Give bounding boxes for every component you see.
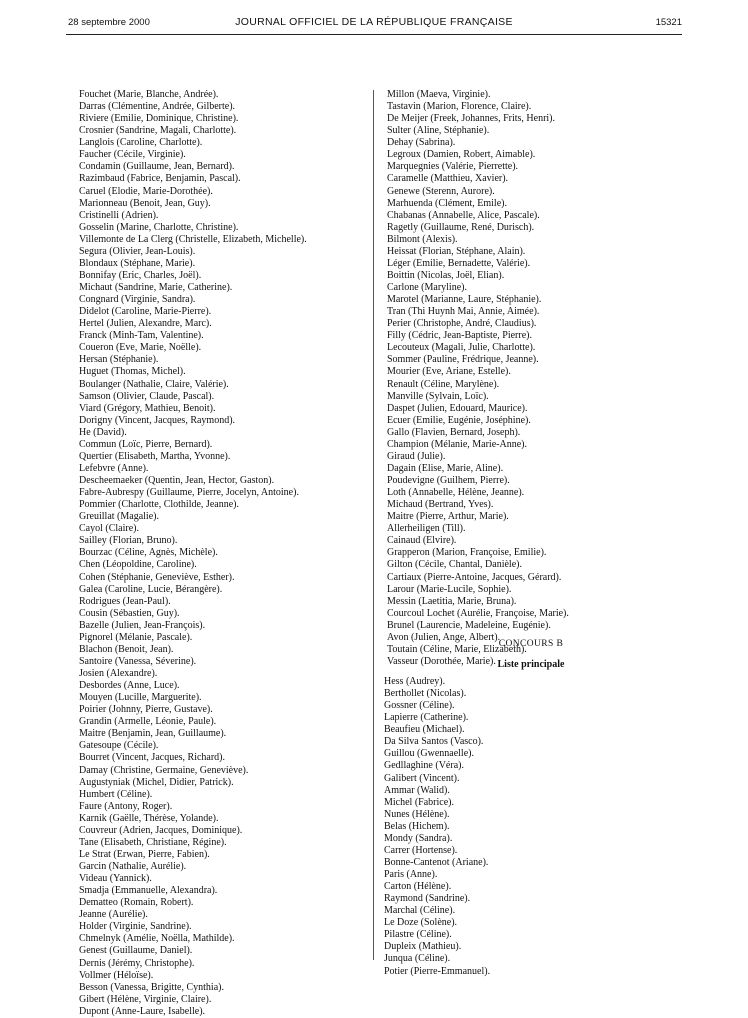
- name-entry: Desbordes (Anne, Luce).: [79, 680, 180, 692]
- name-entry: Didelot (Caroline, Marie-Pierre).: [79, 306, 212, 318]
- name-entry: Cayol (Claire).: [79, 523, 139, 535]
- name-entry: Dernis (Jérémy, Christophe).: [79, 957, 195, 969]
- name-entry: Millon (Maeva, Virginie).: [387, 89, 491, 100]
- journal-title: JOURNAL OFFICIEL DE LA RÉPUBLIQUE FRANÇAISE: [235, 16, 513, 28]
- name-entry: Fabre-Aubrespy (Guillaume, Pierre, Jocelyn, Antoine).: [79, 487, 299, 499]
- name-entry: Le Doze (Solène).: [384, 917, 458, 929]
- name-entry: Poirier (Johnny, Pierre, Gustave).: [79, 704, 213, 716]
- name-entry: Samson (Olivier, Claude, Pascal).: [79, 390, 215, 402]
- name-entry: Lecouteux (Magali, Julie, Charlotte).: [387, 342, 536, 354]
- name-entry: Gosselin (Marine, Charlotte, Christine).: [79, 221, 239, 233]
- name-entry: Riviere (Emilie, Dominique, Christine).: [79, 113, 239, 125]
- name-entry: Chen (Léopoldine, Caroline).: [79, 559, 197, 571]
- name-entry: Raymond (Sandrine).: [384, 893, 471, 905]
- name-entry: Gossner (Céline).: [384, 700, 455, 712]
- name-entry: Le Strat (Erwan, Pierre, Fabien).: [79, 848, 210, 860]
- name-entry: Caramelle (Matthieu, Xavier).: [387, 173, 509, 185]
- name-entry: Marionneau (Benoit, Jean, Guy).: [79, 197, 211, 209]
- name-entry: Brunel (Laurencie, Madeleine, Eugénie).: [387, 619, 551, 631]
- name-entry: Galea (Caroline, Lucie, Bérangère).: [79, 583, 223, 595]
- name-entry: Blondaux (Stéphane, Marie).: [79, 257, 196, 269]
- name-entry: Sommer (Pauline, Frédrique, Jeanne).: [387, 354, 539, 366]
- name-entry: Larour (Marie-Lucile, Sophie).: [387, 583, 512, 595]
- name-entry: Marotel (Marianne, Laure, Stéphanie).: [387, 294, 542, 306]
- name-entry: Dematteo (Romain, Robert).: [79, 897, 194, 909]
- name-entry: Cousin (Sébastien, Guy).: [79, 607, 180, 619]
- name-entry: Guillou (Gwennaelle).: [384, 748, 474, 760]
- name-entry: Vasseur (Dorothée, Marie).: [387, 655, 496, 667]
- name-entry: Descheemaeker (Quentin, Jean, Hector, Gaston).: [79, 475, 275, 486]
- name-entry: Renault (Céline, Marylène).: [387, 378, 500, 390]
- name-entry: Marquegnies (Valérie, Pierrette).: [387, 161, 519, 173]
- name-entry: Marhuenda (Clément, Emile).: [387, 197, 507, 209]
- left-column-name-list: [79, 89, 307, 1018]
- name-entry: Faure (Antony, Roger).: [79, 800, 173, 812]
- name-entry: Mondy (Sandra).: [384, 832, 453, 844]
- name-entry: Tastavin (Marion, Florence, Claire).: [387, 101, 532, 113]
- name-entry: Blachon (Benoit, Jean).: [79, 643, 174, 655]
- name-entry: Michel (Fabrice).: [384, 796, 454, 808]
- name-entry: Lefebvre (Anne).: [79, 462, 149, 474]
- name-entry: Marchal (Céline).: [384, 905, 456, 917]
- column-divider: [373, 90, 374, 960]
- name-entry: Crosnier (Sandrine, Magali, Charlotte).: [79, 125, 237, 137]
- page-header: [0, 0, 748, 40]
- name-entry: Ecuer (Emilie, Eugénie, Joséphine).: [387, 414, 531, 426]
- name-entry: Damay (Christine, Germaine, Geneviève).: [79, 764, 249, 776]
- name-entry: Caruel (Elodie, Marie-Dorothée).: [79, 185, 213, 197]
- name-entry: Condamin (Guillaume, Jean, Bernard).: [79, 161, 235, 173]
- name-entry: Maitre (Pierre, Arthur, Marie).: [387, 511, 509, 523]
- name-entry: Langlois (Caroline, Charlotte).: [79, 137, 203, 149]
- liste-principale-heading: Liste principale: [497, 659, 565, 670]
- name-entry: Smadja (Emmanuelle, Alexandra).: [79, 885, 218, 897]
- name-entry: Bourzac (Céline, Agnès, Michèle).: [79, 547, 218, 559]
- name-entry: Bilmont (Alexis).: [387, 233, 458, 245]
- name-entry: Manville (Sylvain, Loïc).: [387, 390, 489, 402]
- name-entry: Mourier (Eve, Ariane, Estelle).: [387, 366, 511, 378]
- name-entry: Greuillat (Magalie).: [79, 511, 159, 523]
- name-entry: Santoire (Vanessa, Séverine).: [79, 655, 197, 667]
- name-entry: Galibert (Vincent).: [384, 772, 460, 784]
- page-number: 15321: [655, 17, 682, 28]
- name-entry: Mouyen (Lucille, Marguerite).: [79, 692, 202, 704]
- name-entry: Dagain (Elise, Marie, Aline).: [387, 462, 504, 474]
- name-entry: Commun (Loïc, Pierre, Bernard).: [79, 438, 213, 450]
- name-entry: Dorigny (Vincent, Jacques, Raymond).: [79, 414, 236, 426]
- name-entry: Gatesoupe (Cécile).: [79, 740, 159, 752]
- liste-principale-name-list: [384, 676, 490, 978]
- name-entry: Chabanas (Annabelle, Alice, Pascale).: [387, 209, 540, 221]
- name-entry: Carrer (Hortense).: [384, 844, 458, 856]
- name-entry: Genewe (Sterenn, Aurore).: [387, 185, 495, 197]
- name-entry: Fouchet (Marie, Blanche, Andrée).: [79, 89, 219, 100]
- name-entry: Paris (Anne).: [384, 869, 438, 880]
- name-entry: Jeanne (Aurélie).: [79, 909, 148, 921]
- name-entry: Josien (Alexandre).: [79, 668, 158, 679]
- name-entry: Courcoul Lochet (Aurélie, Françoise, Marie).: [387, 607, 569, 619]
- name-entry: Gallo (Flavien, Bernard, Joseph).: [387, 426, 521, 438]
- name-entry: Karnik (Gaëlle, Thérèse, Yolande).: [79, 812, 219, 824]
- name-entry: Videau (Yannick).: [79, 873, 152, 885]
- name-entry: Humbert (Céline).: [79, 788, 153, 800]
- name-entry: Quertier (Elisabeth, Martha, Yvonne).: [79, 450, 231, 462]
- header-date: 28 septembre 2000: [68, 17, 150, 28]
- name-entry: Michaud (Bertrand, Yves).: [387, 499, 494, 511]
- name-entry: Léger (Emilie, Bernadette, Valérie).: [387, 257, 531, 269]
- name-entry: Pignorel (Mélanie, Pascale).: [79, 631, 193, 643]
- name-entry: Daspet (Julien, Edouard, Maurice).: [387, 402, 528, 414]
- name-entry: Genest (Guillaume, Daniel).: [79, 945, 193, 957]
- name-entry: Allerheiligen (Till).: [387, 523, 466, 535]
- name-entry: Vollmer (Héloïse).: [79, 969, 154, 981]
- name-entry: Razimbaud (Fabrice, Benjamin, Pascal).: [79, 173, 241, 185]
- name-entry: Coueron (Eve, Marie, Noëlle).: [79, 342, 202, 354]
- name-entry: Segura (Olivier, Jean-Louis).: [79, 245, 196, 257]
- name-entry: Carlone (Maryline).: [387, 282, 467, 293]
- name-entry: Grapperon (Marion, Françoise, Emilie).: [387, 547, 547, 559]
- name-entry: Potier (Pierre-Emmanuel).: [384, 965, 491, 977]
- name-entry: Giraud (Julie).: [387, 450, 446, 462]
- name-entry: Bazelle (Julien, Jean-François).: [79, 619, 206, 631]
- name-entry: Holder (Virginie, Sandrine).: [79, 921, 192, 933]
- name-entry: Nunes (Hélène).: [384, 808, 450, 820]
- name-entry: Gedllaghine (Véra).: [384, 760, 464, 772]
- name-entry: Berthollet (Nicolas).: [384, 688, 467, 700]
- name-entry: Hertel (Julien, Alexandre, Marc).: [79, 318, 212, 330]
- name-entry: Dehay (Sabrina).: [387, 137, 456, 149]
- name-entry: Tane (Elisabeth, Christiane, Régine).: [79, 836, 227, 848]
- name-entry: Grandin (Armelle, Léonie, Paule).: [79, 716, 217, 728]
- concours-b-heading: CONCOURS B: [498, 639, 564, 649]
- name-entry: Dupont (Anne-Laure, Isabelle).: [79, 1005, 206, 1017]
- name-entry: Legroux (Damien, Robert, Aimable).: [387, 149, 536, 161]
- name-entry: Sailley (Florian, Bruno).: [79, 535, 178, 547]
- name-entry: Huguet (Thomas, Michel).: [79, 366, 186, 378]
- name-entry: Tran (Thi Huynh Mai, Annie, Aimée).: [387, 306, 540, 318]
- name-entry: Boulanger (Nathalie, Claire, Valérie).: [79, 378, 229, 390]
- name-entry: Faucher (Cécile, Virginie).: [79, 149, 186, 161]
- name-entry: Bonnifay (Eric, Charles, Joël).: [79, 269, 202, 281]
- header-rule: [66, 34, 682, 35]
- name-entry: Sulter (Aline, Stéphanie).: [387, 125, 490, 137]
- name-entry: Da Silva Santos (Vasco).: [384, 736, 484, 748]
- name-entry: He (David).: [79, 426, 127, 438]
- name-entry: Pommier (Charlotte, Clothilde, Jeanne).: [79, 499, 239, 511]
- name-entry: Messin (Laetitia, Marie, Bruna).: [387, 595, 517, 607]
- name-entry: Rodrigues (Jean-Paul).: [79, 595, 171, 607]
- name-entry: Cartiaux (Pierre-Antoine, Jacques, Gérard).: [387, 571, 562, 583]
- name-entry: Avon (Julien, Ange, Albert).: [387, 631, 501, 643]
- name-entry: Dupleix (Mathieu).: [384, 941, 462, 953]
- name-entry: Beaufieu (Michael).: [384, 724, 465, 736]
- name-entry: Bonne-Cantenot (Ariane).: [384, 856, 489, 868]
- name-entry: Filly (Cédric, Jean-Baptiste, Pierre).: [387, 330, 532, 342]
- name-entry: Couvreur (Adrien, Jacques, Dominique).: [79, 824, 243, 836]
- right-column-name-list: [387, 89, 569, 668]
- name-entry: Gibert (Hélène, Virginie, Claire).: [79, 993, 212, 1005]
- name-entry: Garcin (Nathalie, Aurélie).: [79, 861, 187, 872]
- name-entry: Cristinelli (Adrien).: [79, 209, 159, 221]
- name-entry: Michaut (Sandrine, Marie, Catherine).: [79, 282, 233, 293]
- name-entry: Boittin (Nicolas, Joël, Elian).: [387, 269, 505, 281]
- name-entry: Lapierre (Catherine).: [384, 712, 469, 724]
- name-entry: Viard (Grégory, Mathieu, Benoit).: [79, 402, 216, 414]
- name-entry: Junqua (Céline).: [384, 953, 451, 965]
- name-entry: Maitre (Benjamin, Jean, Guillaume).: [79, 728, 227, 740]
- name-entry: Augustyniak (Michel, Didier, Patrick).: [79, 776, 234, 788]
- name-entry: Congnard (Virginie, Sandra).: [79, 294, 196, 306]
- name-entry: Loth (Annabelle, Hélène, Jeanne).: [387, 487, 525, 499]
- name-entry: Pilastre (Céline).: [384, 929, 452, 941]
- name-entry: Carton (Hélène).: [384, 881, 452, 893]
- name-entry: Bourret (Vincent, Jacques, Richard).: [79, 752, 226, 764]
- name-entry: Chmelnyk (Amélie, Noëlla, Mathilde).: [79, 933, 235, 945]
- name-entry: Belas (Hichem).: [384, 820, 450, 832]
- name-entry: Champion (Mélanie, Marie-Anne).: [387, 438, 527, 450]
- name-entry: Toutain (Céline, Marie, Elizabeth).: [387, 643, 527, 655]
- name-entry: Besson (Vanessa, Brigitte, Cynthia).: [79, 981, 224, 993]
- name-entry: Franck (Minh-Tam, Valentine).: [79, 330, 204, 342]
- name-entry: Villemonte de La Clerg (Christelle, Elizabeth, Michelle).: [79, 233, 307, 245]
- name-entry: Hess (Audrey).: [384, 676, 446, 687]
- name-entry: Hersan (Stéphanie).: [79, 354, 159, 366]
- name-entry: Poudevigne (Guilhem, Pierre).: [387, 475, 510, 486]
- name-entry: Heissat (Florian, Stéphane, Alain).: [387, 245, 526, 257]
- name-entry: Cohen (Stéphanie, Geneviève, Esther).: [79, 571, 235, 583]
- name-entry: Ragetly (Guillaume, René, Durisch).: [387, 221, 535, 233]
- name-entry: De Meijer (Freek, Johannes, Frits, Henri).: [387, 113, 556, 125]
- name-entry: Ammar (Walid).: [384, 784, 450, 796]
- name-entry: Darras (Clémentine, Andrée, Gilberte).: [79, 101, 236, 113]
- name-entry: Perier (Christophe, André, Claudius).: [387, 318, 537, 330]
- name-entry: Gilton (Cécile, Chantal, Danièle).: [387, 559, 522, 571]
- name-entry: Cainaud (Elvire).: [387, 535, 457, 547]
